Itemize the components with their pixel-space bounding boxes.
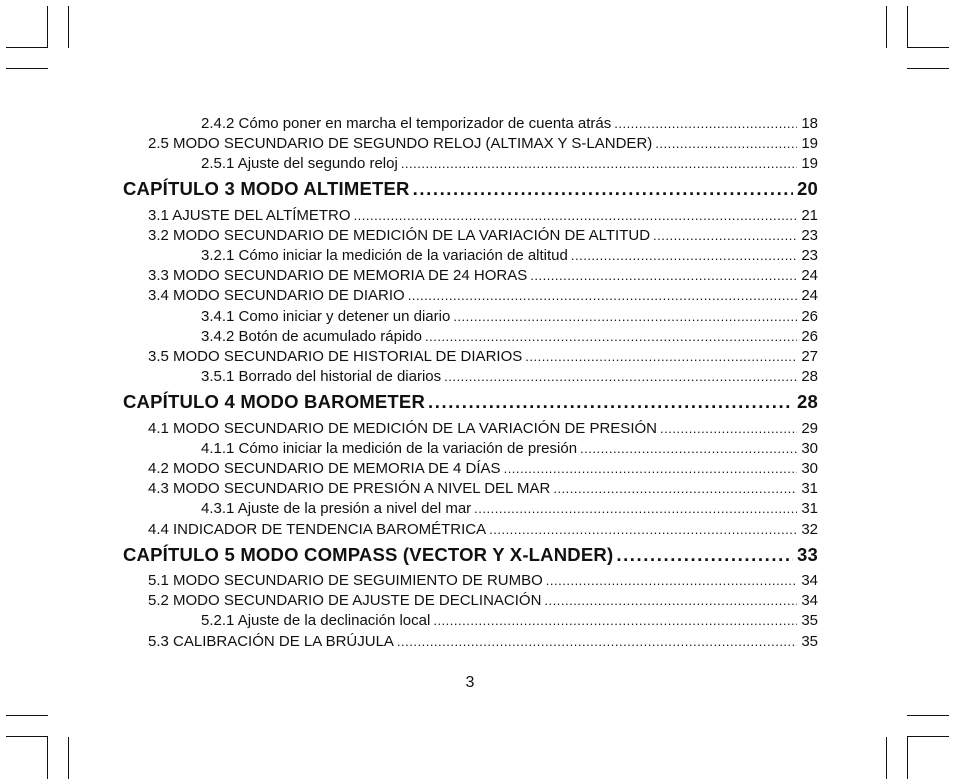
- toc-entry-page: 30: [801, 460, 818, 477]
- dot-leader: [489, 520, 797, 540]
- toc-entry-label: 3.1 AJUSTE DEL ALTÍMETRO: [148, 207, 351, 224]
- dot-leader: [474, 499, 797, 519]
- dot-leader: [544, 591, 797, 611]
- toc-entry: [201, 611, 818, 631]
- toc-entry-page: 31: [801, 500, 818, 517]
- toc-entry-label: 5.2.1 Ajuste de la declinación local: [201, 612, 431, 629]
- toc-entry-page: 35: [801, 633, 818, 650]
- dot-leader: [428, 390, 793, 414]
- dot-leader: [580, 439, 797, 459]
- toc-entry-label: 5.2 MODO SECUNDARIO DE AJUSTE DE DECLINACIÓN: [148, 592, 542, 609]
- toc-entry: [201, 439, 818, 459]
- dot-leader: [397, 632, 797, 652]
- toc-entry-label: 3.2 MODO SECUNDARIO DE MEDICIÓN DE LA VARIACIÓN DE ALTITUD: [148, 227, 651, 244]
- toc-entry-page: 31: [801, 480, 818, 497]
- toc-entry-page: 28: [801, 368, 818, 385]
- toc-entry-page: 29: [801, 420, 818, 437]
- dot-leader: [413, 177, 793, 201]
- toc-chapter: [123, 543, 818, 567]
- toc-entry-page: 19: [801, 135, 818, 152]
- dot-leader: [433, 611, 797, 631]
- dot-leader: [614, 114, 797, 134]
- toc-chapter: [123, 177, 818, 201]
- toc-entry: [148, 479, 818, 499]
- toc-entry: [148, 632, 818, 652]
- toc-entry-page: 19: [801, 155, 818, 172]
- toc-entry-label: 2.5 MODO SECUNDARIO DE SEGUNDO RELOJ (ALTIMAX Y S-LANDER): [148, 135, 653, 152]
- toc-entry-page: 30: [801, 440, 818, 457]
- toc-entry: [201, 307, 818, 327]
- toc-entry-label: 4.4 INDICADOR DE TENDENCIA BAROMÉTRICA: [148, 521, 487, 538]
- toc-entry: [148, 591, 818, 611]
- toc-entry-label: 4.3 MODO SECUNDARIO DE PRESIÓN A NIVEL DEL MAR: [148, 480, 551, 497]
- toc-entry-label: 3.2.1 Cómo iniciar la medición de la variación de altitud: [201, 247, 568, 264]
- toc-entry-label: 4.2 MODO SECUNDARIO DE MEMORIA DE 4 DÍAS: [148, 460, 501, 477]
- toc-chapter-page: 20: [797, 178, 818, 199]
- dot-leader: [655, 134, 797, 154]
- toc-chapter-label: CAPÍTULO 3 MODO ALTIMETER: [123, 178, 410, 199]
- dot-leader: [408, 286, 798, 306]
- toc-entry-page: 21: [801, 207, 818, 224]
- toc-chapter-label: CAPÍTULO 4 MODO BAROMETER: [123, 391, 426, 412]
- dot-leader: [653, 226, 797, 246]
- toc-entry-page: 35: [801, 612, 818, 629]
- toc-entry: [201, 114, 818, 134]
- dot-leader: [553, 479, 797, 499]
- toc-entry: [201, 367, 818, 387]
- dot-leader: [401, 154, 798, 174]
- dot-leader: [504, 459, 798, 479]
- toc-entry: [148, 286, 818, 306]
- toc-entry: [148, 571, 818, 591]
- toc-entry-page: 18: [801, 115, 818, 132]
- toc-entry-label: 4.1 MODO SECUNDARIO DE MEDICIÓN DE LA VARIACIÓN DE PRESIÓN: [148, 420, 657, 437]
- toc-entry-label: 3.4 MODO SECUNDARIO DE DIARIO: [148, 287, 405, 304]
- page-number: 3: [465, 674, 475, 691]
- toc-entry: [148, 206, 818, 226]
- toc-chapter: [123, 390, 818, 414]
- toc-entry-page: 34: [801, 572, 818, 589]
- toc-entry-page: 34: [801, 592, 818, 609]
- toc-entry-label: 3.5.1 Borrado del historial de diarios: [201, 368, 442, 385]
- toc-entry-page: 32: [801, 521, 818, 538]
- dot-leader: [425, 327, 797, 347]
- toc-entry-page: 26: [801, 308, 818, 325]
- toc-entry-page: 26: [801, 328, 818, 345]
- dot-leader: [660, 419, 797, 439]
- toc-chapter-page: 28: [797, 391, 818, 412]
- dot-leader: [530, 266, 797, 286]
- dot-leader: [354, 206, 798, 226]
- toc-entry: [148, 134, 818, 154]
- dot-leader: [453, 307, 797, 327]
- toc-entry-page: 27: [801, 348, 818, 365]
- toc-entry-label: 5.1 MODO SECUNDARIO DE SEGUIMIENTO DE RUMBO: [148, 572, 543, 589]
- dot-leader: [571, 246, 797, 266]
- toc-entry-label: 2.4.2 Cómo poner en marcha el temporizador de cuenta atrás: [201, 115, 612, 132]
- toc-entry: [148, 419, 818, 439]
- toc-entry-page: 23: [801, 247, 818, 264]
- dot-leader: [546, 571, 798, 591]
- toc-entry: [201, 499, 818, 519]
- toc-chapter-label: CAPÍTULO 5 MODO COMPASS (VECTOR Y X-LANDER): [123, 544, 614, 565]
- dot-leader: [525, 347, 797, 367]
- toc-entry-page: 24: [801, 287, 818, 304]
- toc-entry: [201, 154, 818, 174]
- toc-entry: [201, 246, 818, 266]
- toc-entry-page: 24: [801, 267, 818, 284]
- toc-entry-label: 3.3 MODO SECUNDARIO DE MEMORIA DE 24 HORAS: [148, 267, 528, 284]
- toc-entry: [201, 327, 818, 347]
- toc-entry: [148, 459, 818, 479]
- toc-entry-label: 3.5 MODO SECUNDARIO DE HISTORIAL DE DIARIOS: [148, 348, 523, 365]
- toc-entry-label: 2.5.1 Ajuste del segundo reloj: [201, 155, 398, 172]
- dot-leader: [444, 367, 797, 387]
- toc-entry: [148, 266, 818, 286]
- dot-leader: [616, 543, 793, 567]
- toc-entry: [148, 347, 818, 367]
- toc-entry-page: 23: [801, 227, 818, 244]
- toc-entry: [148, 226, 818, 246]
- toc-entry-label: 3.4.1 Como iniciar y detener un diario: [201, 308, 451, 325]
- toc-entry-label: 5.3 CALIBRACIÓN DE LA BRÚJULA: [148, 633, 394, 650]
- toc-entry: [148, 520, 818, 540]
- toc-entry-label: 4.1.1 Cómo iniciar la medición de la variación de presión: [201, 440, 578, 457]
- toc-entry-label: 4.3.1 Ajuste de la presión a nivel del mar: [201, 500, 472, 517]
- toc-chapter-page: 33: [797, 544, 818, 565]
- toc-entry-label: 3.4.2 Botón de acumulado rápido: [201, 328, 422, 345]
